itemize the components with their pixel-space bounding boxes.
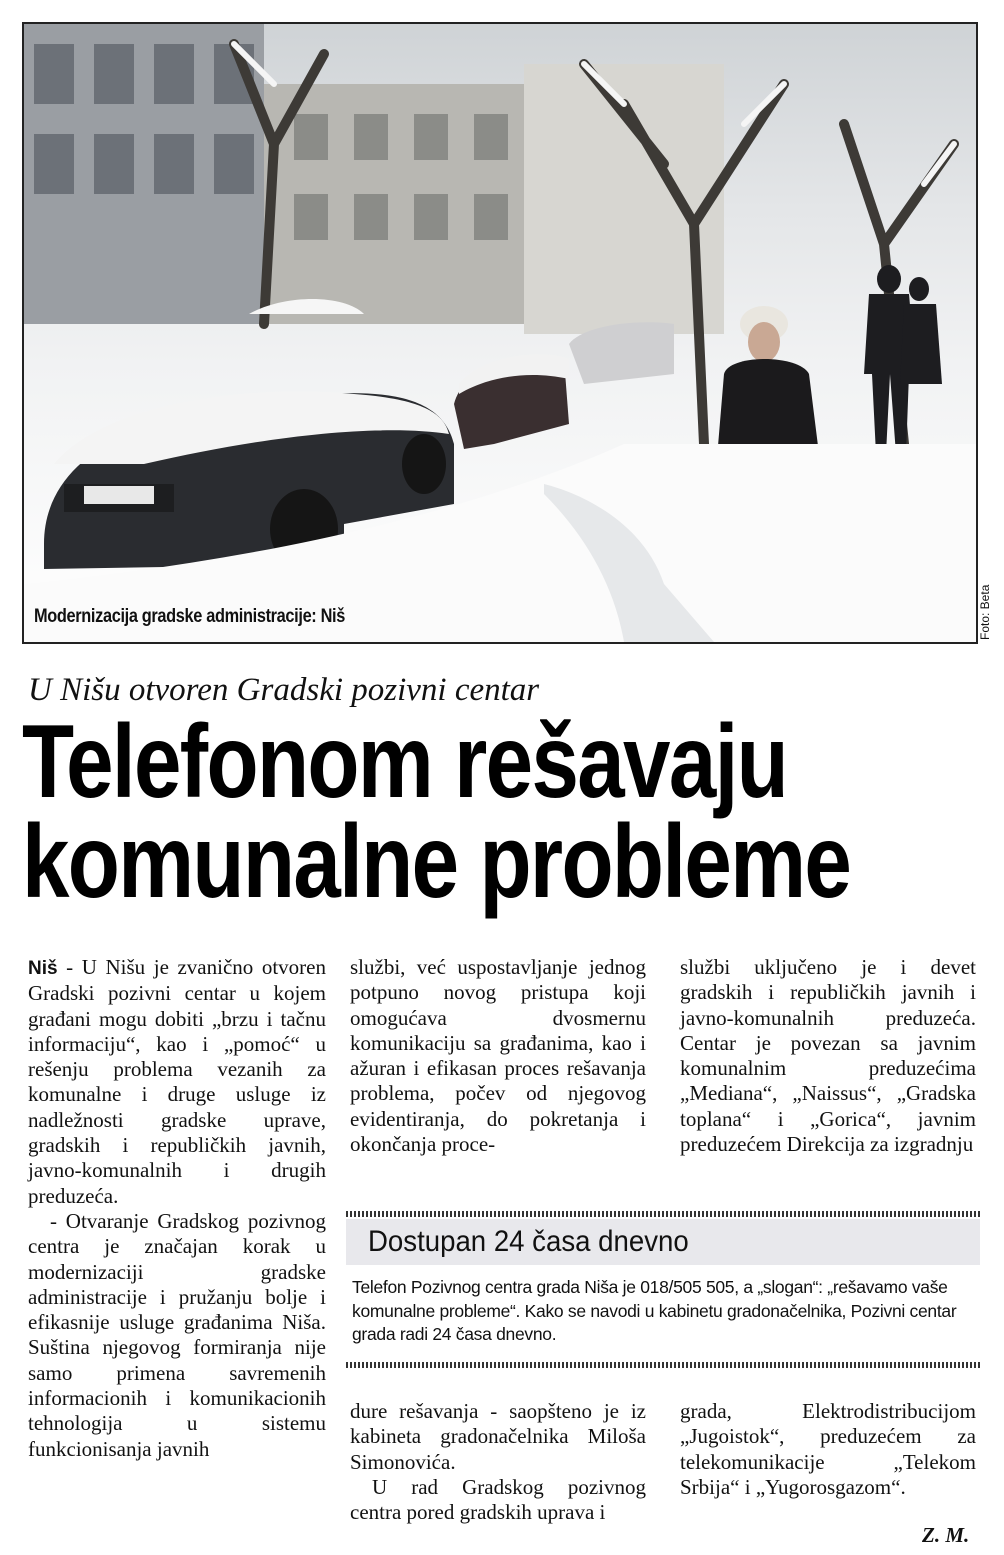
column-1 — [28, 955, 326, 1462]
photo-caption: Modernizacija gradske administracije: Niš — [34, 606, 345, 627]
dateline: Niš — [28, 958, 58, 979]
column-3-bottom — [680, 1399, 976, 1500]
box-top-rule — [346, 1211, 980, 1217]
box-title: Dostupan 24 časa dnevno — [368, 1225, 689, 1258]
box-text: Telefon Pozivnog centra grada Niša je 018/505 505, a „slogan“: „rešavamo vaše komunalne probleme“. Kako se navodi u kabinetu gradonačelnika, Pozivni centar grada radi 24 časa dnevno. — [352, 1277, 957, 1344]
author-signature: Z. M. — [922, 1523, 970, 1547]
column-2-top — [350, 955, 646, 1157]
column-2-bottom — [350, 1399, 646, 1525]
body-paragraph: dure rešavanja - saopšteno je iz kabineta gradonačelnika Miloša Simonovića. — [350, 1399, 646, 1474]
headline-line-1: Telefonom rešavaju — [22, 704, 788, 820]
column-3-top — [680, 955, 976, 1157]
body-paragraph: U rad Gradskog pozivnog centra pored gradskih uprava i — [350, 1474, 646, 1525]
box-header — [346, 1219, 980, 1265]
body-paragraph — [28, 955, 326, 1209]
body-paragraph: - Otvaranje Gradskog pozivnog centra je značajan korak u modernizaciji gradske administracije i pružanju bolje i efikasnije usluge građanima Niša. Suština njegovog formiranja nije samo primena savremenih informacionih i komunikacionih tehnologija u sistemu funkcionisanja javnih — [28, 1208, 326, 1461]
news-photo — [22, 22, 978, 644]
snowy-street-illustration — [24, 24, 976, 642]
box-bottom-rule — [346, 1362, 980, 1368]
body-paragraph: službi, već uspostavljanje jednog potpuno novog pristupa koji omogućava dvosmernu komunikaciju sa građanima, kao i ažuran i efikasan proces rešavanja problema, počev od njegovog evidentiranja, do pokretanja i okončanja proce- — [350, 955, 646, 1157]
headline-line-2: komunalne probleme — [22, 804, 851, 920]
article-headline — [22, 704, 851, 920]
photo-credit: Foto: Beta — [978, 584, 992, 640]
body-paragraph: službi uključeno je i devet gradskih i republičkih javnih i javno-komunalnih preduzeća. Centar je povezan sa javnim komunalnim preduzećima „Mediana“, „Naissus“, „Gradska toplana“ i „Gorica“, javnim preduzećem Direkcija za izgradnju — [680, 955, 976, 1157]
body-paragraph: grada, Elektrodistribucijom „Jugoistok“, preduzećem za telekomunikacije „Telekom Srbija“ i „Yugorosgazom“. — [680, 1399, 976, 1499]
article-kicker: U Nišu otvoren Gradski pozivni centar — [28, 672, 540, 708]
paragraph-text: - U Nišu je zvanično otvoren Gradski pozivni centar u kojem građani mogu dobiti „brzu i tačnu informaciju“, kao i „pomoć“ u rešenju problema vezanih za komunalne i druge usluge iz nadležnosti gradske uprave, gradskih i republičkih javnih, javno-komunalnih i drugih preduzeća. — [28, 955, 326, 1208]
